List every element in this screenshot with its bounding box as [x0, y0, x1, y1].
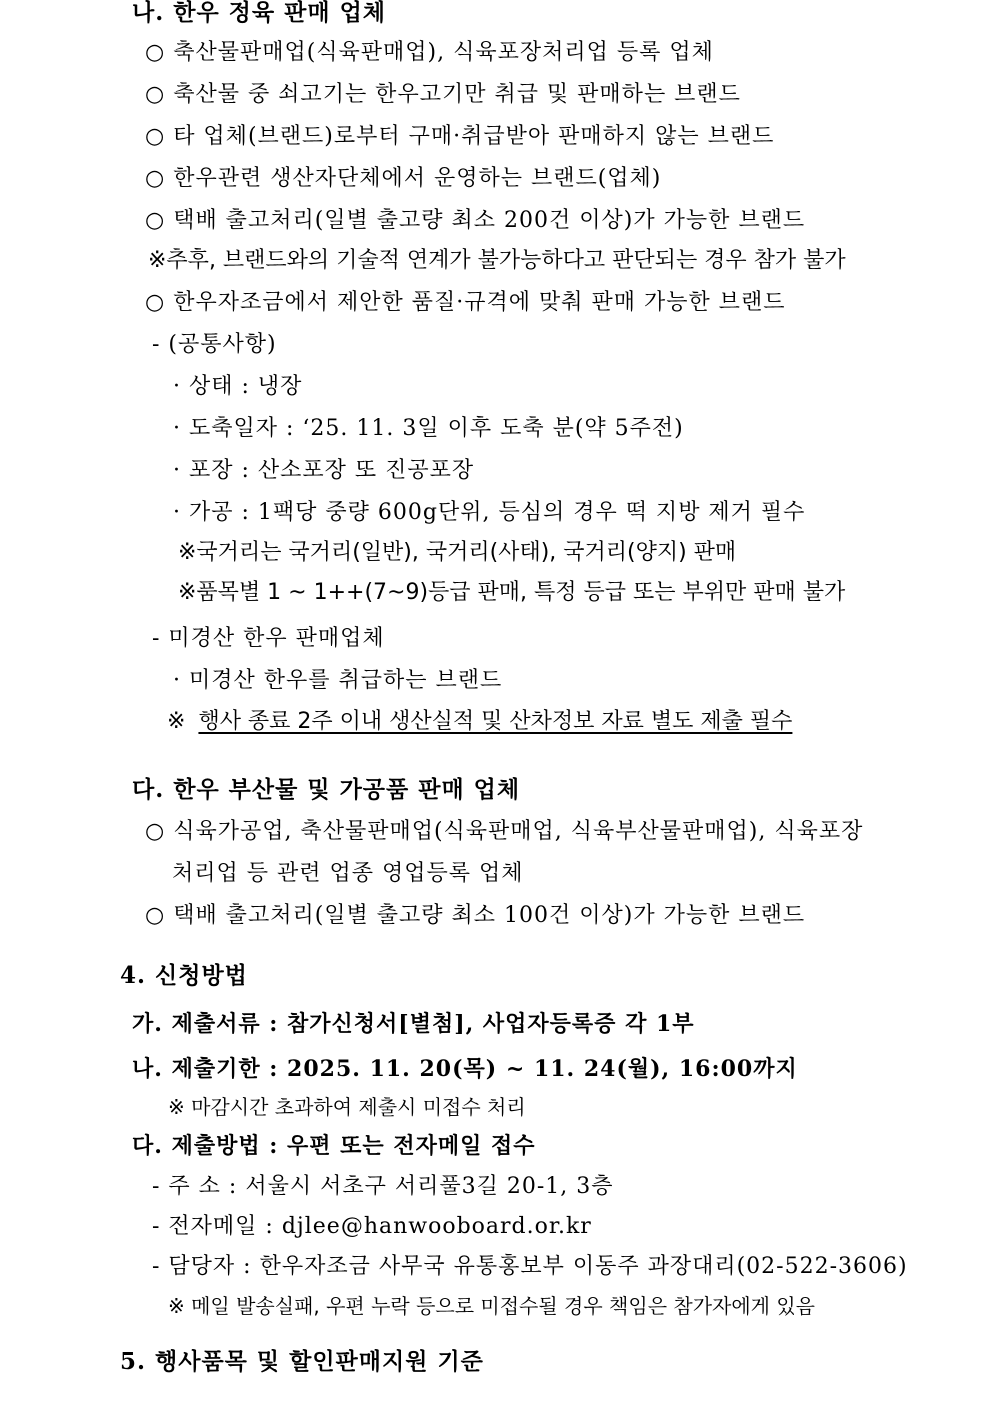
list-item: ○ 한우자조금에서 제안한 품질·규격에 맞춰 판매 가능한 브랜드: [145, 290, 786, 315]
submission-deadline: 나. 제출기한 : 2025. 11. 20(목) ~ 11. 24(월), 16:00까지: [132, 1056, 798, 1082]
address: - 주 소 : 서울시 서초구 서리풀3길 20-1, 3층: [152, 1174, 614, 1199]
sub-heading: - 미경산 한우 판매업체: [152, 626, 385, 651]
note: ※추후, 브랜드와의 기술적 연계가 불가능하다고 판단되는 경우 참가 불가: [148, 248, 846, 273]
note: ※ 메일 발송실패, 우편 누락 등으로 미접수될 경우 책임은 참가자에게 있음: [168, 1294, 815, 1318]
section-heading: 나. 한우 정육 판매 업체: [132, 0, 386, 26]
section-heading: 다. 한우 부산물 및 가공품 판매 업체: [132, 776, 521, 803]
list-item: ○ 타 업체(브랜드)로부터 구매·취급받아 판매하지 않는 브랜드: [145, 124, 775, 149]
email: - 전자메일 : djlee@hanwooboard.or.kr: [152, 1214, 592, 1239]
list-item: ○ 택배 출고처리(일별 출고량 최소 100건 이상)가 가능한 브랜드: [145, 903, 806, 928]
submission-documents: 가. 제출서류 : 참가신청서[별첨], 사업자등록증 각 1부: [132, 1011, 695, 1037]
list-item: · 가공 : 1팩당 중량 600g단위, 등심의 경우 떡 지방 제거 필수: [173, 500, 806, 525]
submission-method: 다. 제출방법 : 우편 또는 전자메일 접수: [132, 1133, 536, 1159]
list-item: · 도축일자 : ‘25. 11. 3일 이후 도축 분(약 5주전): [173, 416, 684, 441]
list-item-continuation: 처리업 등 관련 업종 영업등록 업체: [172, 861, 524, 886]
list-item: ○ 택배 출고처리(일별 출고량 최소 200건 이상)가 가능한 브랜드: [145, 208, 806, 233]
note: ※ 마감시간 초과하여 제출시 미접수 처리: [168, 1095, 526, 1119]
list-item: ○ 축산물 중 쇠고기는 한우고기만 취급 및 판매하는 브랜드: [145, 82, 741, 107]
list-item: ○ 식육가공업, 축산물판매업(식육판매업, 식육부산물판매업), 식육포장: [145, 819, 864, 844]
note: [167, 707, 792, 737]
note-mark: ※: [167, 709, 186, 734]
list-item: ○ 축산물판매업(식육판매업), 식육포장처리업 등록 업체: [145, 40, 714, 65]
list-item: · 포장 : 산소포장 또 진공포장: [173, 458, 475, 483]
contact-person: - 담당자 : 한우자조금 사무국 유통홍보부 이동주 과장대리(02-522-3606): [152, 1254, 908, 1279]
section-heading: 5. 행사품목 및 할인판매지원 기준: [120, 1348, 484, 1375]
section-heading: 4. 신청방법: [120, 962, 248, 989]
list-item: · 상태 : 냉장: [173, 374, 303, 399]
list-item: ○ 한우관련 생산자단체에서 운영하는 브랜드(업체): [145, 166, 662, 191]
note-text: 행사 종료 2주 이내 생산실적 및 산차정보 자료 별도 제출 필수: [198, 709, 793, 734]
sub-heading: - (공통사항): [152, 332, 277, 357]
note: ※국거리는 국거리(일반), 국거리(사태), 국거리(양지) 판매: [178, 540, 737, 565]
list-item: · 미경산 한우를 취급하는 브랜드: [173, 668, 503, 693]
note: ※품목별 1 ~ 1++(7~9)등급 판매, 특정 등급 또는 부위만 판매 불가: [178, 580, 846, 605]
